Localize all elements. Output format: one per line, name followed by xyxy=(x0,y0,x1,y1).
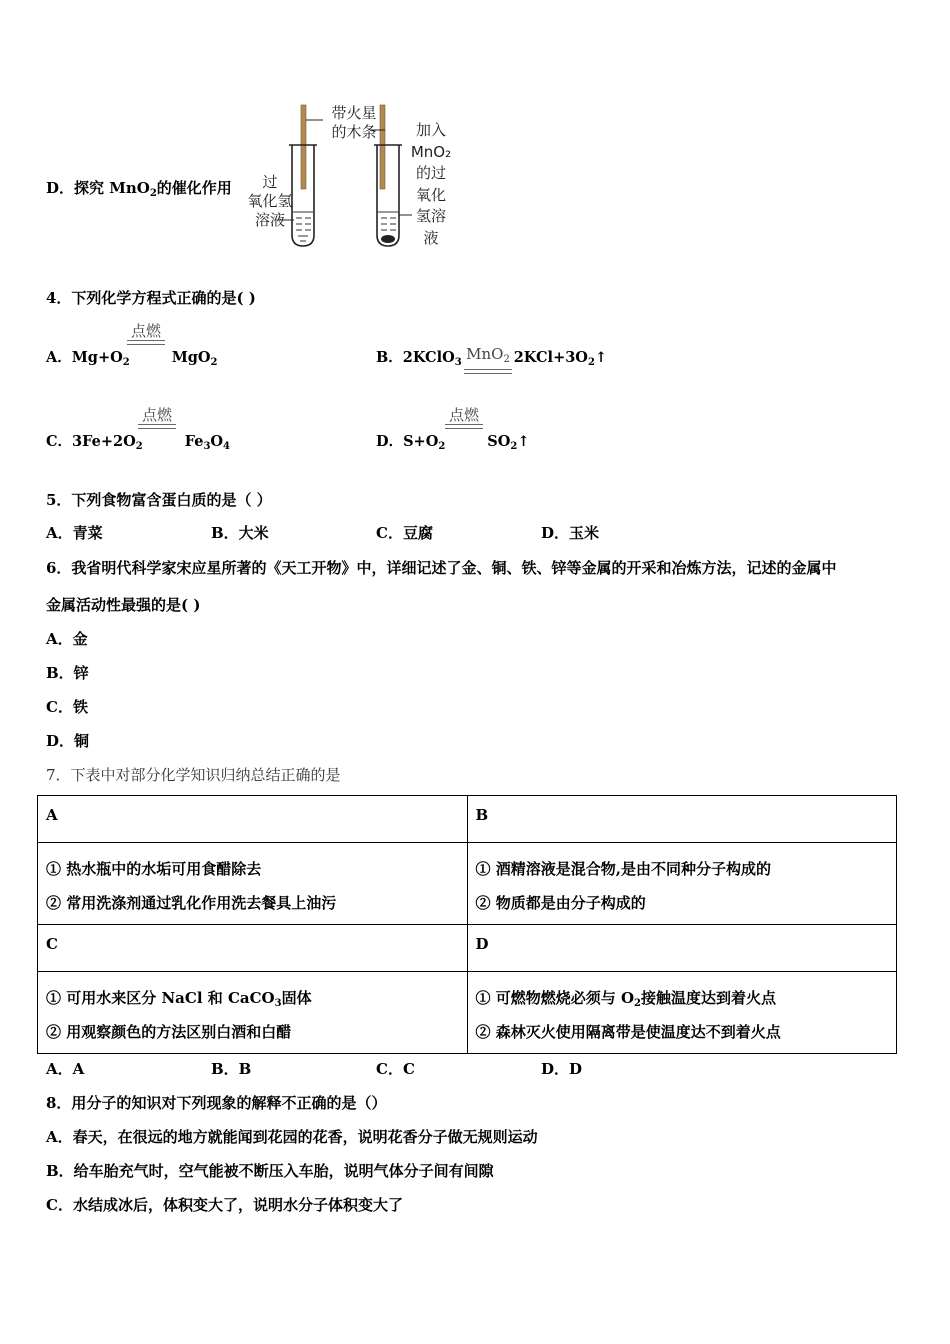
hydrogen-peroxide-label: 过 氧化氢 溶液 xyxy=(247,173,293,229)
table-cell-b-head: B xyxy=(467,796,897,843)
q4-option-b[interactable]: B．2KClO$_3$ $2KCl+3O_2↑$ xyxy=(376,349,608,368)
right-liquid xyxy=(378,212,398,230)
q3-option-d-label: D．探究 MnO$_2$的催化作用 xyxy=(46,179,232,199)
q6-option-b[interactable]: B．锌 xyxy=(46,664,89,682)
catalysis-experiment-figure xyxy=(240,100,470,255)
q4-a-condition: 点燃 xyxy=(130,322,161,340)
q8-stem: 8．用分子的知识对下列现象的解释不正确的是（） xyxy=(46,1094,387,1112)
q8-option-b[interactable]: B．给车胎充气时，空气能被不断压入车胎，说明气体分子间有间隙 xyxy=(46,1162,494,1180)
q4-c-condition: 点燃 xyxy=(141,406,172,424)
q4-option-c[interactable]: C．$3Fe+2O_2$ $Fe_3O_4$ xyxy=(46,433,231,452)
knowledge-table xyxy=(37,795,897,1054)
q6-option-d[interactable]: D．铜 xyxy=(46,732,90,750)
q4-d-equals xyxy=(445,424,483,429)
left-wood-splint xyxy=(301,105,306,189)
q7-option-a[interactable]: A．A xyxy=(46,1060,85,1078)
table-cell-d-head: D xyxy=(467,925,897,972)
q8-option-c[interactable]: C．水结成冰后，体积变大了，说明水分子体积变大了 xyxy=(46,1196,403,1214)
q7-option-b[interactable]: B．B xyxy=(211,1060,252,1078)
q4-option-d[interactable]: D．$S+O_2$ $SO_2↑$ xyxy=(376,433,530,452)
table-cell-c-head: C xyxy=(38,925,468,972)
mno2-powder xyxy=(381,235,395,243)
q7-option-d[interactable]: D．D xyxy=(541,1060,583,1078)
q6-option-a[interactable]: A．金 xyxy=(46,630,88,648)
q8-option-a[interactable]: A．春天，在很远的地方就能闻到花园的花香，说明花香分子做无规则运动 xyxy=(46,1128,538,1146)
table-cell-a-body: ① 热水瓶中的水垢可用食醋除去 ② 常用洗涤剂通过乳化作用洗去餐具上油污 xyxy=(38,843,468,925)
table-cell-a-head: A xyxy=(38,796,468,843)
q7-stem: 7．下表中对部分化学知识归纳总结正确的是 xyxy=(46,766,341,784)
q5-option-a[interactable]: A．青菜 xyxy=(46,524,103,542)
q5-option-b[interactable]: B．大米 xyxy=(211,524,269,542)
table-cell-c-body: ① 可用水来区分 NaCl 和 CaCO$_3$固体 ② 用观察颜色的方法区别白酒和白醋 xyxy=(38,972,468,1054)
q5-stem: 5．下列食物富含蛋白质的是（ ） xyxy=(46,491,272,509)
q4-b-equals xyxy=(464,369,512,374)
q5-option-d[interactable]: D．玉米 xyxy=(541,524,600,542)
q4-b-condition: MnO$_2$ xyxy=(466,345,510,365)
q6-stem-line2: 金属活动性最强的是( ) xyxy=(46,596,201,614)
q4-option-a[interactable]: A．$Mg+O_2$ MgO$_2$ xyxy=(46,349,218,368)
mno2-solution-label: 加入 MnO₂ 的过 氧化 氢溶 液 xyxy=(410,121,452,247)
table-cell-d-body: ① 可燃物燃烧必须与 $O_2$接触温度达到着火点 ② 森林灭火使用隔离带是使温度达不到着火点 xyxy=(467,972,897,1054)
q4-a-equals xyxy=(127,340,165,345)
q6-option-c[interactable]: C．铁 xyxy=(46,698,88,716)
q4-d-condition: 点燃 xyxy=(448,406,479,424)
q7-option-c[interactable]: C．C xyxy=(376,1060,415,1078)
q5-option-c[interactable]: C．豆腐 xyxy=(376,524,433,542)
q4-c-equals xyxy=(138,424,176,429)
q6-stem-line1: 6．我省明代科学家宋应星所著的《天工开物》中，详细记述了金、铜、铁、锌等金属的开采和冶炼方法，记述的金属中 xyxy=(46,559,837,577)
splint-label: 带火星 的木条 xyxy=(331,104,377,141)
q4-stem: 4．下列化学方程式正确的是( ) xyxy=(46,289,256,307)
table-cell-b-body: ① 酒精溶液是混合物,是由不同种分子构成的 ② 物质都是由分子构成的 xyxy=(467,843,897,925)
